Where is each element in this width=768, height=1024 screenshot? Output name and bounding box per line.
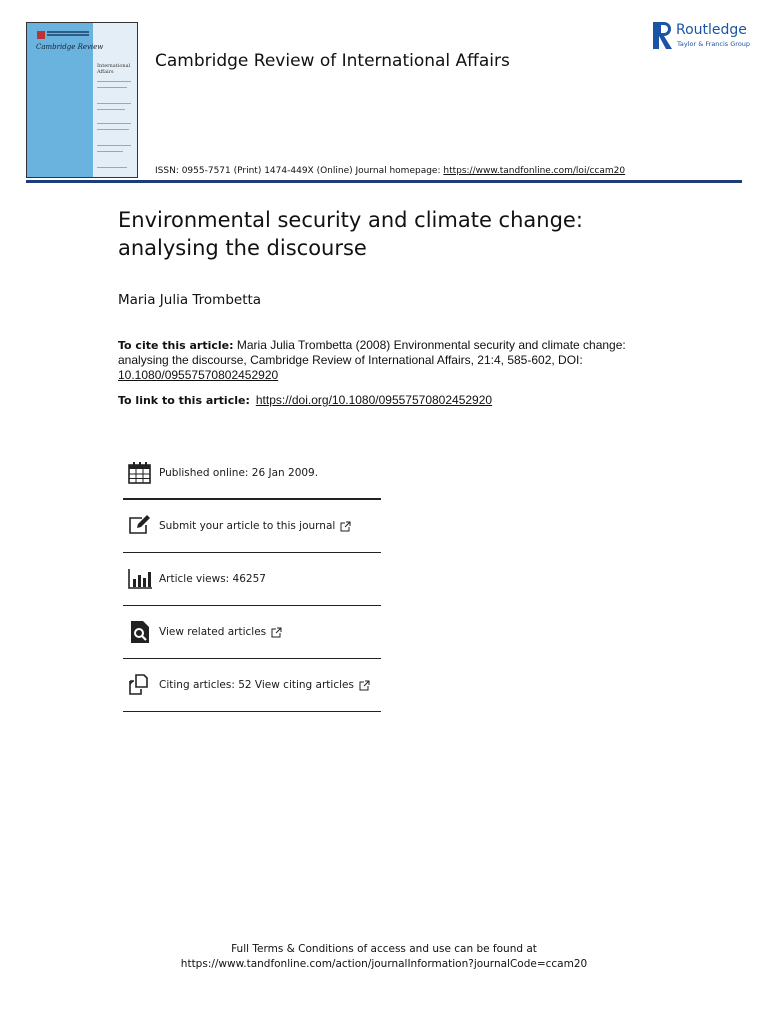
calendar-icon: [127, 460, 153, 486]
cover-text-line: [97, 167, 127, 168]
article-views-row: [123, 553, 381, 606]
cover-publisher-lines: [47, 31, 89, 33]
article-title: Environmental security and climate change: analysing the discourse: [118, 208, 583, 260]
citation-doi-link[interactable]: 10.1080/09557570802452920: [118, 368, 279, 382]
cover-text-line: [97, 81, 131, 82]
article-info-list: [123, 448, 381, 712]
header-divider: [26, 180, 742, 183]
search-doc-icon: [127, 619, 153, 645]
citation-text: Maria Julia Trombetta (2008) Environmental security and climate change: analysing the discourse, Cambridge Review of International Affairs, 21:4, 585-602, DOI:: [118, 338, 626, 367]
citing-articles-row[interactable]: [123, 659, 381, 712]
journal-homepage-link[interactable]: https://www.tandfonline.com/loi/ccam20: [443, 166, 626, 176]
terms-url[interactable]: https://www.tandfonline.com/action/journalInformation?journalCode=ccam20: [180, 958, 588, 970]
external-link-icon: [271, 627, 282, 638]
published-online-text: Published online: 26 Jan 2009.: [159, 467, 319, 479]
citing-articles-text[interactable]: Citing articles: 52 View citing articles: [159, 679, 354, 691]
submit-article-row[interactable]: [123, 500, 381, 553]
cover-text-line: [97, 103, 131, 104]
publisher-group: Taylor & Francis Group: [677, 40, 751, 48]
external-link-icon: [359, 680, 370, 691]
cover-text-line: [97, 87, 127, 88]
submit-article-text[interactable]: Submit your article to this journal: [159, 520, 336, 532]
cover-journal-name: Cambridge Review: [36, 43, 104, 51]
routledge-logo-icon[interactable]: [653, 22, 672, 49]
article-author[interactable]: Maria Julia Trombetta: [118, 292, 262, 308]
article-link-block: [118, 393, 492, 407]
related-articles-row[interactable]: [123, 606, 381, 659]
issn-text: ISSN: 0955-7571 (Print) 1474-449X (Online) Journal homepage:: [155, 166, 444, 176]
journal-cover-image: [26, 22, 138, 178]
journal-title[interactable]: Cambridge Review of International Affairs: [155, 51, 510, 71]
article-link-label: To link to this article:: [118, 394, 250, 407]
article-doi-link[interactable]: https://doi.org/10.1080/09557570802452920: [255, 393, 493, 407]
external-link-icon: [340, 521, 351, 532]
cover-text-line: [97, 129, 129, 130]
related-articles-text[interactable]: View related articles: [159, 626, 267, 638]
issn-line: [155, 166, 625, 176]
bar-chart-icon: [127, 566, 153, 592]
cover-subtitle: International Affairs: [97, 63, 131, 75]
article-views-text: Article views: 46257: [159, 573, 266, 585]
citation-block: [118, 338, 648, 383]
terms-footer: [0, 942, 768, 972]
copy-icon: [127, 672, 153, 698]
edit-icon: [127, 513, 153, 539]
cover-text-line: [97, 145, 131, 146]
published-online-row: [123, 448, 381, 500]
cover-text-line: [97, 151, 123, 152]
terms-line: Full Terms & Conditions of access and use can be found at: [231, 943, 537, 955]
publisher-name: Routledge: [676, 22, 747, 38]
cover-text-line: [97, 123, 131, 124]
university-crest-icon: [37, 31, 45, 39]
cover-text-line: [97, 109, 125, 110]
citation-label: To cite this article:: [118, 339, 234, 352]
